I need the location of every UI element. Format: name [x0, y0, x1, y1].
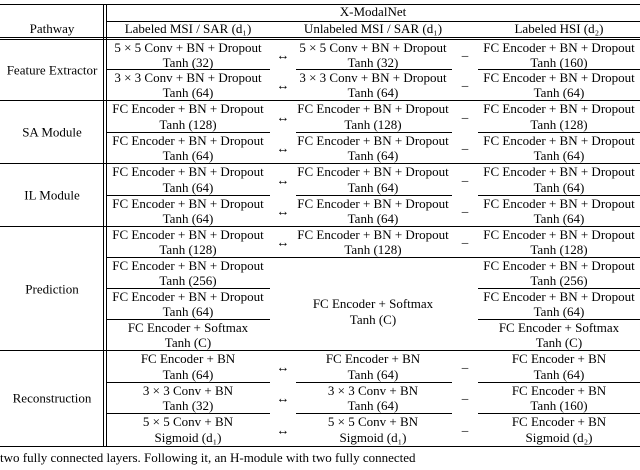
cell-text: Tanh (64)	[162, 367, 214, 382]
cell-text: FC Encoder + BN	[511, 351, 607, 366]
dash-symbol: –	[461, 359, 469, 375]
cell-text: Tanh (32)	[162, 55, 214, 70]
cell-text: Tanh (64)	[162, 85, 214, 100]
cell-text: Tanh (64)	[533, 367, 585, 382]
cell-text: Tanh (128)	[159, 242, 217, 257]
dash-symbol: –	[461, 172, 469, 188]
cell-text: FC Encoder + BN + Dropout	[112, 164, 264, 179]
cell-text: Tanh (32)	[347, 55, 399, 70]
cell-text: FC Encoder + BN + Dropout	[112, 133, 264, 148]
cell-text: FC Encoder + Softmax	[127, 320, 249, 335]
cell-text: Tanh (64)	[347, 398, 399, 413]
cell-text: FC Encoder + BN + Dropout	[112, 196, 264, 211]
cell-text: FC Encoder + BN + Dropout	[112, 227, 264, 242]
cell-text: Tanh (64)	[533, 85, 585, 100]
link-symbol: ↔	[276, 390, 290, 406]
dash-symbol: –	[461, 77, 469, 93]
cell-text: FC Encoder + BN + Dropout	[297, 196, 449, 211]
dash-symbol: –	[461, 140, 469, 156]
cell-text: FC Encoder + BN + Dropout	[297, 101, 449, 116]
cell-text: Tanh (64)	[533, 211, 585, 226]
cell-text: FC Encoder + BN + Dropout	[297, 133, 449, 148]
link-symbol: ↔	[276, 172, 290, 188]
cell-text: FC Encoder + BN + Dropout	[297, 227, 449, 242]
cell-text: Tanh (64)	[347, 85, 399, 100]
cell-text: FC Encoder + BN + Dropout	[112, 289, 264, 304]
cell-text: FC Encoder + BN + Dropout	[297, 164, 449, 179]
cell-text: FC Encoder + BN + Dropout	[112, 101, 264, 116]
cell-text: Sigmoid (d₁)	[339, 430, 407, 445]
cell-text: FC Encoder + BN	[511, 383, 607, 398]
cell-text: FC Encoder + BN + Dropout	[112, 258, 264, 273]
link-symbol: ↔	[276, 140, 290, 156]
cell-text: 3 × 3 Conv + BN + Dropout	[299, 70, 447, 85]
section-label-reconstruction: Reconstruction	[12, 390, 92, 406]
cell-text: Tanh (32)	[162, 398, 214, 413]
cell-text: Tanh (64)	[162, 148, 214, 163]
merged-cell-text: Tanh (C)	[349, 312, 397, 327]
cell-text: Tanh (128)	[159, 117, 217, 132]
section-label-feature-extractor: Feature Extractor	[6, 62, 98, 78]
link-symbol: ↔	[276, 234, 290, 250]
link-symbol: ↔	[276, 203, 290, 219]
dash-symbol: –	[461, 47, 469, 63]
cell-text: Tanh (64)	[347, 148, 399, 163]
cell-text: 3 × 3 Conv + BN	[142, 383, 234, 398]
cell-text: Tanh (C)	[164, 335, 212, 350]
cell-text: Tanh (64)	[162, 180, 214, 195]
cell-text: FC Encoder + BN + Dropout	[483, 289, 635, 304]
cell-text: FC Encoder + BN + Dropout	[483, 40, 635, 55]
cell-text: Tanh (160)	[530, 55, 588, 70]
link-symbol: ↔	[276, 47, 290, 63]
cell-text: 3 × 3 Conv + BN + Dropout	[114, 70, 262, 85]
cell-text: Tanh (128)	[344, 242, 402, 257]
cell-text: Tanh (128)	[530, 117, 588, 132]
dash-symbol: –	[461, 109, 469, 125]
cell-text: FC Encoder + BN + Dropout	[483, 164, 635, 179]
link-symbol: ↔	[276, 109, 290, 125]
cell-text: FC Encoder + BN + Dropout	[483, 258, 635, 273]
link-symbol: ↔	[276, 422, 290, 438]
dash-symbol: –	[461, 234, 469, 250]
cell-text: FC Encoder + BN + Dropout	[483, 133, 635, 148]
cell-text: Tanh (64)	[533, 304, 585, 319]
header-labeled-hsi: Labeled HSI (d₂)	[514, 21, 604, 36]
merged-cell-text: FC Encoder + Softmax	[312, 296, 434, 311]
cell-text: FC Encoder + BN	[140, 351, 236, 366]
cell-text: Tanh (64)	[347, 180, 399, 195]
header-pathway: Pathway	[29, 21, 75, 36]
cell-text: FC Encoder + BN + Dropout	[483, 196, 635, 211]
cell-text: FC Encoder + BN + Dropout	[483, 101, 635, 116]
link-symbol: ↔	[276, 77, 290, 93]
cell-text: Tanh (64)	[347, 211, 399, 226]
cell-text: Tanh (256)	[530, 273, 588, 288]
header-unlabeled-msi-sar: Unlabeled MSI / SAR (d₁)	[303, 21, 443, 36]
section-label-sa-module: SA Module	[22, 124, 82, 140]
section-label-il-module: IL Module	[24, 187, 80, 203]
cell-text: 3 × 3 Conv + BN	[327, 383, 419, 398]
table-title: X-ModalNet	[339, 4, 407, 19]
dash-symbol: –	[461, 422, 469, 438]
cell-text: Sigmoid (d₁)	[154, 430, 222, 445]
body-text-fragment: two fully connected layers. Following it, an H-module with two fully connected	[0, 450, 416, 465]
header-labeled-msi-sar: Labeled MSI / SAR (d₁)	[124, 21, 252, 36]
cell-text: FC Encoder + BN	[325, 351, 421, 366]
cell-text: Tanh (256)	[159, 273, 217, 288]
cell-text: 5 × 5 Conv + BN	[327, 414, 419, 429]
dash-symbol: –	[461, 203, 469, 219]
cell-text: FC Encoder + BN	[511, 414, 607, 429]
cell-text: FC Encoder + BN + Dropout	[483, 227, 635, 242]
cell-text: Sigmoid (d₂)	[525, 430, 593, 445]
section-label-prediction: Prediction	[25, 281, 79, 297]
cell-text: Tanh (C)	[535, 335, 583, 350]
cell-text: Tanh (64)	[162, 304, 214, 319]
cell-text: 5 × 5 Conv + BN	[142, 414, 234, 429]
cell-text: FC Encoder + Softmax	[498, 320, 620, 335]
cell-text: 5 × 5 Conv + BN + Dropout	[114, 40, 262, 55]
link-symbol: ↔	[276, 359, 290, 375]
cell-text: 5 × 5 Conv + BN + Dropout	[299, 40, 447, 55]
dash-symbol: –	[461, 390, 469, 406]
cell-text: Tanh (160)	[530, 398, 588, 413]
cell-text: FC Encoder + BN + Dropout	[483, 70, 635, 85]
cell-text: Tanh (64)	[162, 211, 214, 226]
cell-text: Tanh (64)	[347, 367, 399, 382]
cell-text: Tanh (128)	[344, 117, 402, 132]
cell-text: Tanh (64)	[533, 148, 585, 163]
cell-text: Tanh (128)	[530, 242, 588, 257]
cell-text: Tanh (64)	[533, 180, 585, 195]
